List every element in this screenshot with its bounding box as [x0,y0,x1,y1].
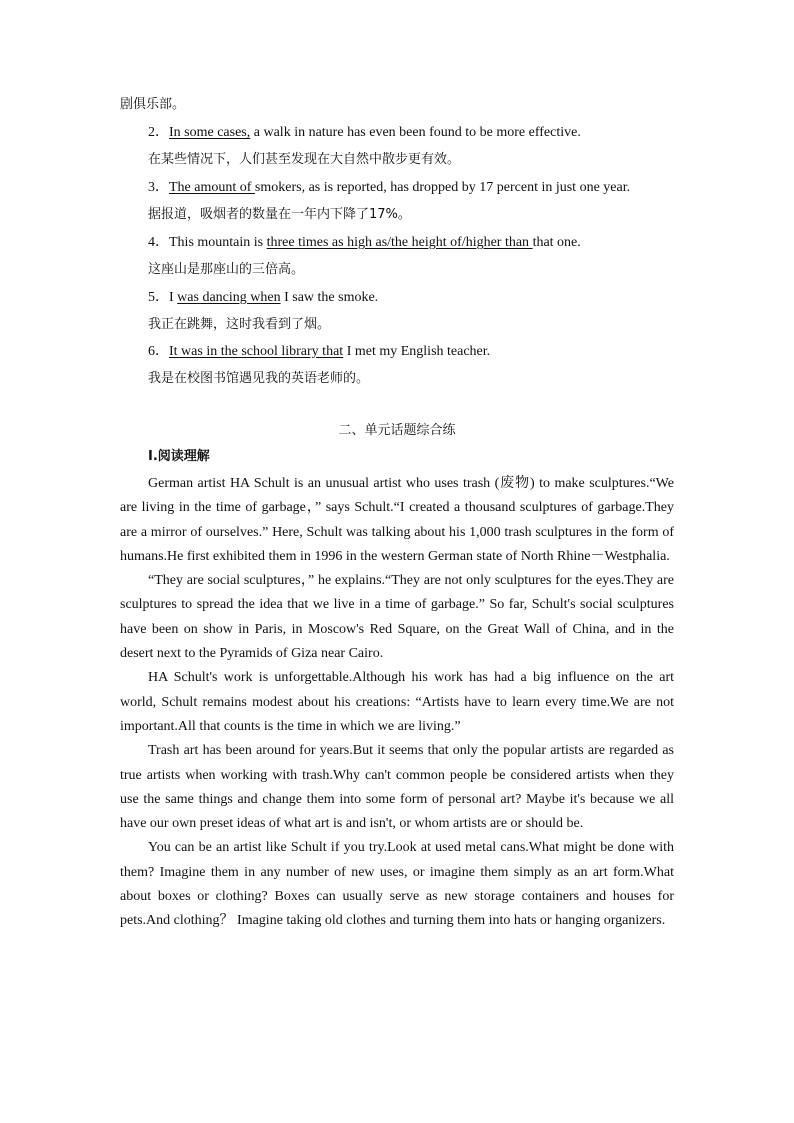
subsection-title: Ⅰ.阅读理解 [148,449,210,464]
passage-paragraph-4: Trash art has been around for years.But it seems that only the popular artists are regarded as true artists when working with trash.Why can't common people be considered artists when they use the same things and change them into some form of personal art? Maybe it's because we all have our own preset ideas of what art is and isn't, or whom artists are or should be. [120,743,674,832]
sentence-5 [148,289,674,307]
sentence-number: 3． [148,180,169,195]
sentence-text: I met my English teacher. [343,344,491,359]
translation-3: 据报道，吸烟者的数量在一年内下降了17%。 [148,207,411,222]
sentence-text: a walk in nature has even been found to be more effective. [250,125,581,140]
answer-blank: The amount of [169,180,255,195]
reading-passage [120,472,674,934]
section-title: 二、单元话题综合练 [338,423,456,438]
sentence-number: 2． [148,125,169,140]
translation-6: 我是在校图书馆遇见我的英语老师的。 [148,371,370,386]
continuation-line: 剧俱乐部。 [120,97,186,112]
sentence-6 [148,343,674,361]
answer-blank: It was in the school library that [169,344,344,359]
sentence-number: 6． [148,344,169,359]
sentence-text: that one. [532,235,581,250]
sentence-2 [148,124,674,142]
answer-blank: three times as high as/the height of/higher than [266,235,533,250]
answer-blank: In some cases, [169,125,251,140]
translation-2: 在某些情况下，人们甚至发现在大自然中散步更有效。 [148,152,461,167]
passage-paragraph-3: HA Schult's work is unforgettable.Although his work has had a big influence on the art world, Schult remains modest about his creations: “Artists have to learn every time.We are not important.All that counts is the time in which we are living.” [120,670,674,734]
passage-paragraph-5: You can be an artist like Schult if you try.Look at used metal cans.What might be done with them? Imagine them in any number of new uses, or imagine them simply as an art form.What about boxes or clothing? Boxes can usually serve as new storage containers and houses for pets.And clothing？ Imagine taking old clothes and turning them into hats or hanging organizers. [120,840,674,929]
sentence-text: I [169,290,178,305]
sentence-text: This mountain is [169,235,267,250]
sentence-text: smokers, as is reported, has dropped by 17 percent in just one year. [254,180,631,195]
sentence-number: 4． [148,235,169,250]
translation-5: 我正在跳舞，这时我看到了烟。 [148,317,331,332]
translation-4: 这座山是那座山的三倍高。 [148,262,305,277]
sentence-4 [148,234,674,252]
sentence-3 [148,179,674,197]
answer-blank: was dancing when [177,290,281,305]
sentence-text: I saw the smoke. [280,290,379,305]
sentence-number: 5． [148,290,169,305]
passage-paragraph-1: German artist HA Schult is an unusual artist who uses trash (废物) to make sculptures.“We are living in the time of garbage，” says Schult.“I created a thousand sculptures of garbage.They are a mirror of ourselves.” Here, Schult was talking about his 1,000 trash sculptures in the form of humans.He first exhibited them in 1996 in the western German state of North Rhine－Westphalia. [120,476,674,564]
passage-paragraph-2: “They are social sculptures，” he explains.“They are not only sculptures for the eyes.They are sculptures to spread the idea that we live in a time of garbage.” So far, Schult's social sculptures have been on show in Paris, in Moscow's Red Square, on the Great Wall of China, and in the desert next to the Pyramids of Giza near Cairo. [120,573,674,662]
